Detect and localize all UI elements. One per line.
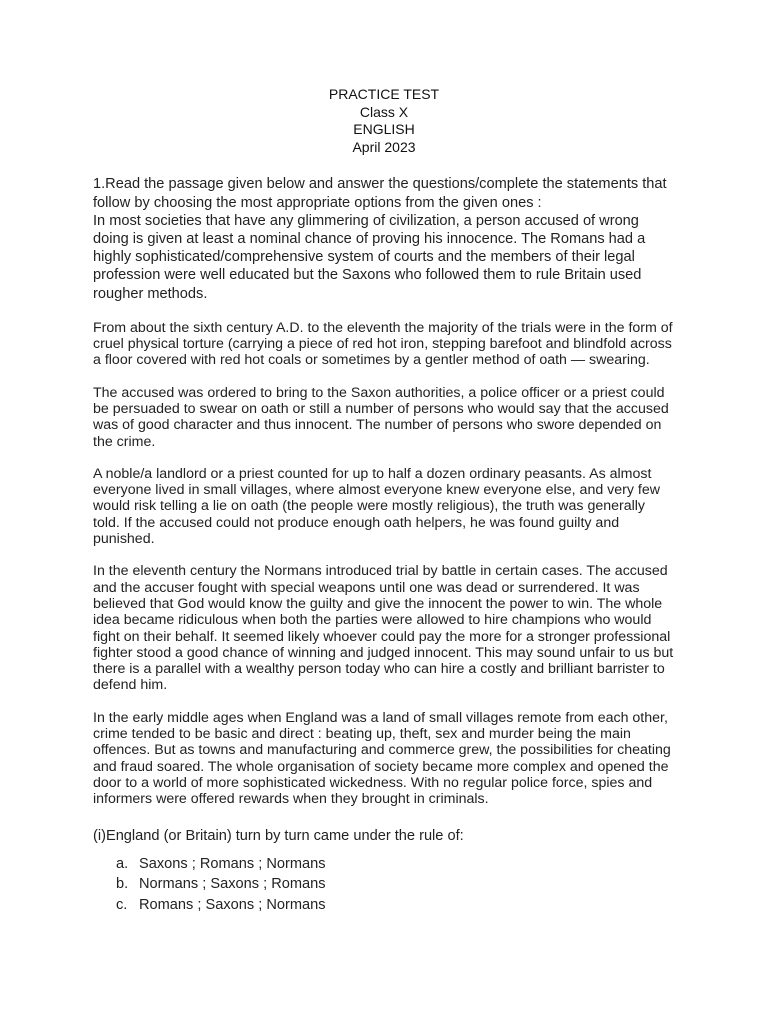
option-letter: a. <box>116 855 129 872</box>
passage-paragraph: A noble/a landlord or a priest counted for up to half a dozen ordinary peasants. As almost everyone lived in small villages, where almost everyone knew everyone else, and very few would risk telling a lie on oath (the people were mostly religious), the truth was generally told. If the accused could not produce enough oath helpers, he was found guilty and punished. <box>93 465 660 548</box>
class-label: Class X <box>359 103 409 120</box>
answer-option-a <box>116 854 675 875</box>
passage-paragraph: In the early middle ages when England was a land of small villages remote from each other, crime tended to be basic and direct : beating up, theft, sex and murder being the main offences. But as towns and manufacturing and commerce grew, the possibilities for cheating and fraud soared. The whole organisation of society became more complex and opened the door to a world of more sophisticated wickedness. With no regular police force, spies and informers were offered rewards when they brought in criminals. <box>93 709 671 808</box>
option-text: Saxons ; Romans ; Normans <box>139 855 326 872</box>
passage-paragraph: In the eleventh century the Normans introduced trial by battle in certain cases. The accused and the accuser fought with special weapons until one was dead or surrendered. It was believed that God would know the guilty and give the innocent the power to win. The whole idea became ridiculous when both the parties were allowed to hire champions who would fight on their behalf. It seemed likely whoever could pay the more for a stronger professional fighter stood a good chance of winning and judged innocent. This may sound unfair to us but there is a parallel with a wealthy person today who can hire a costly and brilliant barrister to defend him. <box>93 563 674 694</box>
option-letter: c. <box>116 896 128 913</box>
option-text: Romans ; Saxons ; Normans <box>139 896 326 913</box>
answer-option-c <box>116 895 675 916</box>
question-intro: 1.Read the passage given below and answer the questions/complete the statements that follow by choosing the most appropriate options from the given ones : <box>93 176 667 211</box>
test-date: April 2023 <box>352 138 416 155</box>
document-header <box>93 86 675 156</box>
answer-option-b <box>116 874 675 895</box>
sub-question-stem: (i)England (or Britain) turn by turn came under the rule of: <box>93 827 464 844</box>
passage-paragraph: The accused was ordered to bring to the Saxon authorities, a police officer or a priest could be persuaded to swear on oath or still a number of persons who would say that the accused was of good character and thus innocent. The number of persons who swore depended on the crime. <box>93 384 669 450</box>
answer-options <box>93 854 675 916</box>
test-title: PRACTICE TEST <box>328 86 440 102</box>
passage-paragraph-lead: In most societies that have any glimmering of civilization, a person accused of wrong doing is given at least a nominal chance of proving his innocence. The Romans had a highly sophisticated/comprehensive system of courts and the members of their legal profession were well educated but the Saxons who followed them to rule Britain used rougher methods. <box>93 212 646 302</box>
subject-label: ENGLISH <box>353 121 415 138</box>
option-text: Normans ; Saxons ; Romans <box>139 876 326 893</box>
option-letter: b. <box>116 876 129 893</box>
passage-paragraph: From about the sixth century A.D. to the eleventh the majority of the trials were in the form of cruel physical torture (carrying a piece of red hot iron, stepping barefoot and blindfold across a floor covered with red hot coals or sometimes by a gentler method of oath — swearing. <box>93 319 673 369</box>
